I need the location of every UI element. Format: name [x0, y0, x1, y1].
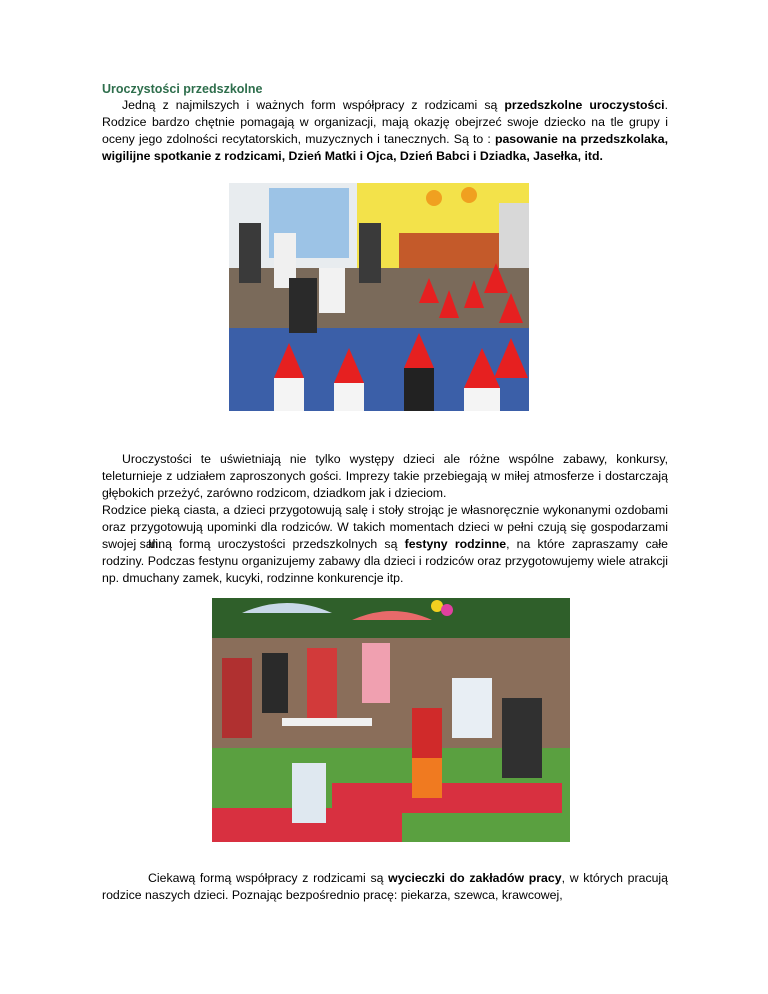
festivals-bold: festyny rodzinne [404, 537, 507, 551]
photo-family-festival [212, 598, 570, 842]
section-heading: Uroczystości przedszkolne [102, 82, 263, 96]
trips-text-1: Ciekawą formą współpracy z rodzicami są [148, 871, 389, 885]
intro-text-1: Jedną z najmilszych i ważnych form współpracy z rodzicami są [122, 98, 505, 112]
trips-text-2: , w których pracują rodzice naszych dzieci. Poznając bezpośrednio pracę: piekarza, szewca, krawcowej, [102, 871, 668, 902]
festivals-text-1: Inną formą uroczystości przedszkolnych są [148, 537, 405, 551]
paragraph-celebrations [102, 451, 668, 502]
intro-bold-1: przedszkolne uroczystości [504, 98, 665, 112]
intro-bold-2: pasowanie na przedszkolaka, wigilijne spotkanie z rodzicami, Dzień Matki i Ojca, Dzień Babci i Dziadka, Jasełka, itd. [102, 132, 668, 163]
preparations-text: Rodzice pieką ciasta, a dzieci przygotowują salę i stoły strojąc je własnoręcznie wykonanymi ozdobami oraz przygotowują upominki dla rodziców. W takich momentach dzieci w pełni czują się gospodarzami swojej sali. [102, 503, 668, 551]
intro-text-2: . Rodzice bardzo chętnie pomagają w organizacji, mają okazję obejrzeć swoje dziecko na tle grupy i oceny jego zdolności recytatorskich, muzycznych i tanecznych. Są to : [102, 98, 668, 146]
paragraph-intro [102, 97, 668, 165]
photo-celebration-red-hats [229, 183, 529, 411]
celebrations-text-1: Uroczystości te uświetniają nie tylko występy dzieci ale różne wspólne zabawy, konkursy, teleturnieje z udziałem zaproszonych gości. Imprezy takie przebiegają w miłej atmosferze i dostarczają głębokich przeżyć, zarówno rodzicom, dziadkom jak i dzieciom. [102, 452, 668, 500]
paragraph-trips [102, 870, 668, 904]
trips-bold: wycieczki do zakładów pracy [388, 871, 562, 885]
paragraph-festivals [102, 536, 668, 587]
festivals-text-2: , na które zapraszamy całe rodziny. Podczas festynu organizujemy zabawy dla dzieci i rodziców oraz przygotowujemy wiele atrakcji np. dmuchany zamek, kucyki, rodzinne konkurencje itp. [102, 537, 669, 585]
